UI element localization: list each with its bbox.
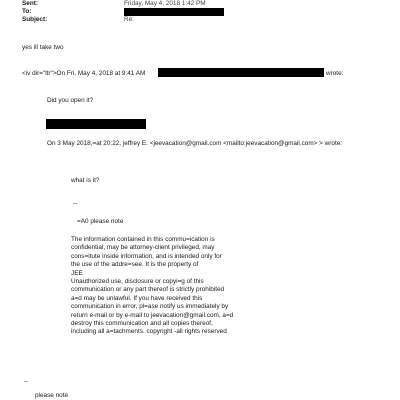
subject-label: Subject:: [22, 16, 48, 23]
disclaimer-line: The information contained in this commu=ication is: [71, 236, 215, 243]
to-label: To:: [22, 8, 32, 15]
quote1-header-prefix: <iv dir="ltr">On Fri, May 4, 2018 at 9:41 AM: [22, 70, 146, 77]
disclaimer-line: Unauthorized use, disclosure or copyi=g of this: [71, 278, 204, 286]
quote2-header: On 3 May 2018,=at 20:22, jeffrey E. <jeevacation@gmail.com <mailto:jeevacation@gmail.com> > wrote:: [47, 140, 343, 147]
disclaimer-line: including all a=tachments. copyright -all rights reserved: [71, 328, 227, 336]
disclaimer-line: a=d may be unlawful. If you have received this: [71, 294, 203, 302]
quote1-body: Did you open it?: [47, 97, 94, 104]
quote1-sender-redaction: [158, 68, 324, 77]
inner-question: what is it?: [71, 177, 100, 184]
footer-dashes: --: [24, 378, 29, 385]
disclaimer-paragraph: [71, 236, 233, 337]
disclaimer-line: JEE: [71, 269, 83, 277]
signature-redaction: [46, 119, 146, 129]
disclaimer-line: the use of the addre=see. It is the property of: [71, 261, 199, 269]
quote1-header-suffix: wrote:: [326, 70, 344, 77]
disclaimer-line: destroy this communication and all copies thereof,: [71, 320, 213, 328]
inner-please-note: =A0 please note: [77, 218, 124, 225]
footer-please-note: please note: [35, 392, 69, 399]
sent-value: Friday, May 4, 2018 1:42 PM: [124, 0, 206, 7]
disclaimer-line: cons=itute inside information, and is intended only for: [71, 252, 222, 260]
disclaimer-line: communication or any part thereof is strictly prohibited: [71, 286, 225, 294]
disclaimer-line: communication in error, pl=ase notify us immediately by: [71, 303, 229, 311]
sent-label: Sent:: [22, 0, 38, 7]
to-redaction: [124, 8, 224, 16]
disclaimer-line: confidential, may be attorney-client privileged, may: [71, 244, 215, 252]
reply-text: yes ill take two: [22, 44, 64, 51]
subject-value: Re:: [124, 16, 134, 23]
inner-signature-dashes: --: [73, 200, 78, 207]
disclaimer-line: return e-mail or by e-mail to jeevacation@gmail.com, a=d: [71, 311, 234, 319]
